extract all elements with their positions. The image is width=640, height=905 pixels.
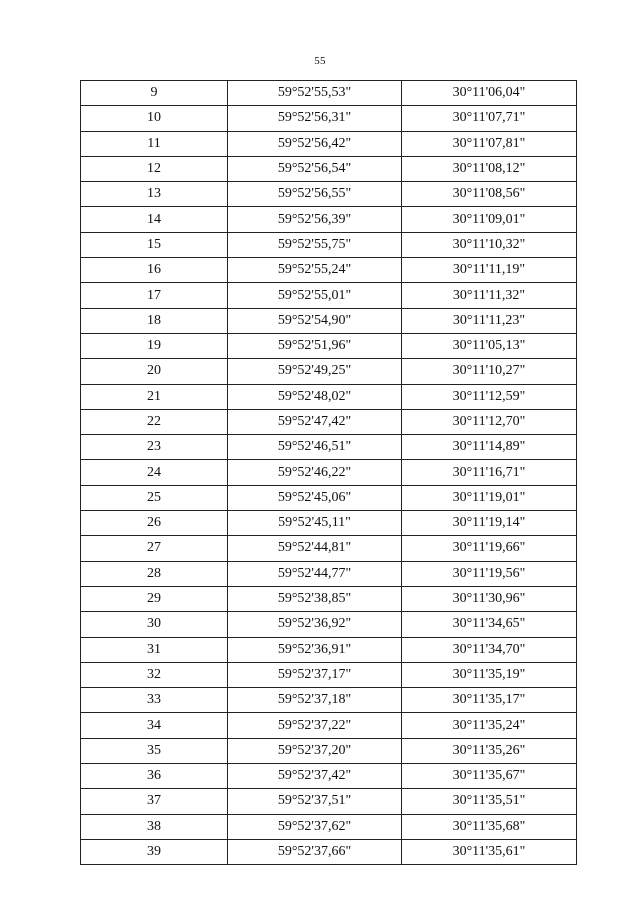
- table-row: [81, 637, 577, 662]
- point-number-cell: 29: [81, 586, 228, 611]
- table-row: [81, 435, 577, 460]
- longitude-cell: 30°11'05,13": [402, 333, 577, 358]
- longitude-cell: 30°11'19,66": [402, 536, 577, 561]
- table-row: [81, 561, 577, 586]
- table-row: [81, 81, 577, 106]
- longitude-cell: 30°11'10,27": [402, 359, 577, 384]
- latitude-cell: 59°52'37,51": [228, 789, 402, 814]
- point-number-cell: 38: [81, 814, 228, 839]
- latitude-cell: 59°52'37,62": [228, 814, 402, 839]
- latitude-cell: 59°52'56,42": [228, 131, 402, 156]
- latitude-cell: 59°52'36,92": [228, 612, 402, 637]
- point-number-cell: 13: [81, 182, 228, 207]
- latitude-cell: 59°52'56,55": [228, 182, 402, 207]
- table-row: [81, 460, 577, 485]
- point-number-cell: 19: [81, 333, 228, 358]
- point-number-cell: 32: [81, 662, 228, 687]
- longitude-cell: 30°11'12,59": [402, 384, 577, 409]
- point-number-cell: 39: [81, 839, 228, 864]
- table-row: [81, 308, 577, 333]
- latitude-cell: 59°52'49,25": [228, 359, 402, 384]
- latitude-cell: 59°52'55,75": [228, 232, 402, 257]
- longitude-cell: 30°11'11,19": [402, 258, 577, 283]
- latitude-cell: 59°52'56,39": [228, 207, 402, 232]
- latitude-cell: 59°52'46,22": [228, 460, 402, 485]
- latitude-cell: 59°52'55,53": [228, 81, 402, 106]
- table-row: [81, 839, 577, 864]
- coordinates-table-body: [81, 81, 577, 865]
- longitude-cell: 30°11'35,17": [402, 688, 577, 713]
- point-number-cell: 31: [81, 637, 228, 662]
- point-number-cell: 28: [81, 561, 228, 586]
- longitude-cell: 30°11'19,56": [402, 561, 577, 586]
- longitude-cell: 30°11'35,68": [402, 814, 577, 839]
- point-number-cell: 25: [81, 485, 228, 510]
- latitude-cell: 59°52'38,85": [228, 586, 402, 611]
- longitude-cell: 30°11'11,32": [402, 283, 577, 308]
- longitude-cell: 30°11'16,71": [402, 460, 577, 485]
- longitude-cell: 30°11'35,26": [402, 738, 577, 763]
- table-row: [81, 131, 577, 156]
- point-number-cell: 27: [81, 536, 228, 561]
- point-number-cell: 18: [81, 308, 228, 333]
- table-row: [81, 182, 577, 207]
- latitude-cell: 59°52'51,96": [228, 333, 402, 358]
- longitude-cell: 30°11'06,04": [402, 81, 577, 106]
- point-number-cell: 17: [81, 283, 228, 308]
- table-row: [81, 258, 577, 283]
- latitude-cell: 59°52'44,77": [228, 561, 402, 586]
- latitude-cell: 59°52'37,18": [228, 688, 402, 713]
- table-row: [81, 662, 577, 687]
- latitude-cell: 59°52'37,20": [228, 738, 402, 763]
- table-row: [81, 409, 577, 434]
- longitude-cell: 30°11'19,14": [402, 511, 577, 536]
- point-number-cell: 26: [81, 511, 228, 536]
- longitude-cell: 30°11'30,96": [402, 586, 577, 611]
- latitude-cell: 59°52'45,11": [228, 511, 402, 536]
- point-number-cell: 21: [81, 384, 228, 409]
- latitude-cell: 59°52'56,54": [228, 156, 402, 181]
- latitude-cell: 59°52'54,90": [228, 308, 402, 333]
- latitude-cell: 59°52'55,24": [228, 258, 402, 283]
- point-number-cell: 11: [81, 131, 228, 156]
- longitude-cell: 30°11'35,51": [402, 789, 577, 814]
- table-row: [81, 156, 577, 181]
- latitude-cell: 59°52'46,51": [228, 435, 402, 460]
- point-number-cell: 22: [81, 409, 228, 434]
- table-row: [81, 106, 577, 131]
- longitude-cell: 30°11'07,71": [402, 106, 577, 131]
- longitude-cell: 30°11'09,01": [402, 207, 577, 232]
- table-row: [81, 713, 577, 738]
- table-row: [81, 738, 577, 763]
- latitude-cell: 59°52'37,66": [228, 839, 402, 864]
- table-row: [81, 612, 577, 637]
- table-row: [81, 688, 577, 713]
- table-row: [81, 586, 577, 611]
- longitude-cell: 30°11'14,89": [402, 435, 577, 460]
- point-number-cell: 36: [81, 764, 228, 789]
- latitude-cell: 59°52'55,01": [228, 283, 402, 308]
- longitude-cell: 30°11'35,67": [402, 764, 577, 789]
- table-row: [81, 283, 577, 308]
- latitude-cell: 59°52'56,31": [228, 106, 402, 131]
- table-row: [81, 359, 577, 384]
- point-number-cell: 20: [81, 359, 228, 384]
- point-number-cell: 14: [81, 207, 228, 232]
- longitude-cell: 30°11'07,81": [402, 131, 577, 156]
- point-number-cell: 10: [81, 106, 228, 131]
- table-row: [81, 485, 577, 510]
- coordinates-table: [80, 80, 577, 865]
- table-row: [81, 232, 577, 257]
- longitude-cell: 30°11'35,61": [402, 839, 577, 864]
- point-number-cell: 23: [81, 435, 228, 460]
- table-row: [81, 207, 577, 232]
- longitude-cell: 30°11'35,19": [402, 662, 577, 687]
- point-number-cell: 16: [81, 258, 228, 283]
- latitude-cell: 59°52'37,17": [228, 662, 402, 687]
- latitude-cell: 59°52'37,22": [228, 713, 402, 738]
- point-number-cell: 37: [81, 789, 228, 814]
- table-row: [81, 384, 577, 409]
- point-number-cell: 33: [81, 688, 228, 713]
- table-row: [81, 536, 577, 561]
- latitude-cell: 59°52'44,81": [228, 536, 402, 561]
- latitude-cell: 59°52'45,06": [228, 485, 402, 510]
- longitude-cell: 30°11'34,65": [402, 612, 577, 637]
- latitude-cell: 59°52'37,42": [228, 764, 402, 789]
- latitude-cell: 59°52'48,02": [228, 384, 402, 409]
- longitude-cell: 30°11'08,12": [402, 156, 577, 181]
- point-number-cell: 12: [81, 156, 228, 181]
- point-number-cell: 9: [81, 81, 228, 106]
- table-row: [81, 511, 577, 536]
- page-number: 55: [314, 55, 326, 67]
- longitude-cell: 30°11'08,56": [402, 182, 577, 207]
- table-row: [81, 814, 577, 839]
- point-number-cell: 35: [81, 738, 228, 763]
- longitude-cell: 30°11'19,01": [402, 485, 577, 510]
- longitude-cell: 30°11'35,24": [402, 713, 577, 738]
- point-number-cell: 15: [81, 232, 228, 257]
- longitude-cell: 30°11'34,70": [402, 637, 577, 662]
- point-number-cell: 24: [81, 460, 228, 485]
- longitude-cell: 30°11'10,32": [402, 232, 577, 257]
- point-number-cell: 34: [81, 713, 228, 738]
- latitude-cell: 59°52'36,91": [228, 637, 402, 662]
- table-row: [81, 333, 577, 358]
- table-row: [81, 789, 577, 814]
- table-row: [81, 764, 577, 789]
- point-number-cell: 30: [81, 612, 228, 637]
- longitude-cell: 30°11'11,23": [402, 308, 577, 333]
- longitude-cell: 30°11'12,70": [402, 409, 577, 434]
- latitude-cell: 59°52'47,42": [228, 409, 402, 434]
